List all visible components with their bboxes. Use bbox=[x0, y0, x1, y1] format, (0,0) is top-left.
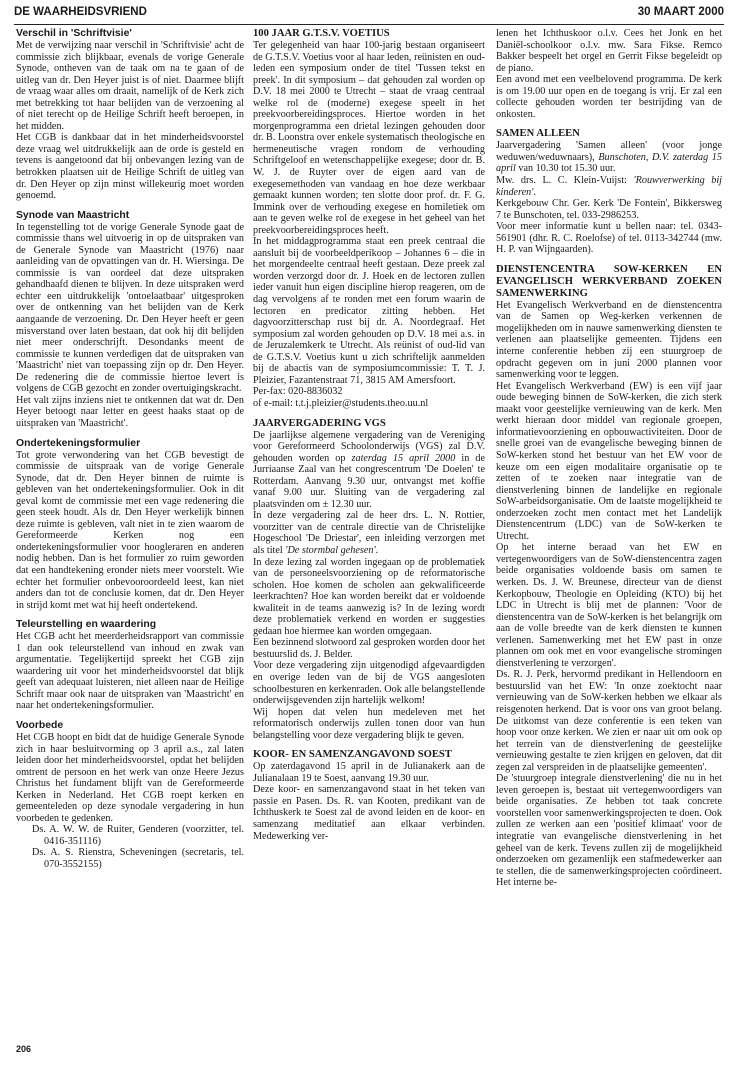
paragraph: Voor meer informatie kunt u bellen naar: tel. 0343-561901 (dhr. R. C. Roelofse) of tel. 0113-342744 (mw. H. P. van Wijngaarden). bbox=[496, 221, 722, 256]
article-heading: DIENSTENCENTRA SOW-KERKEN EN EVANGELISCH WERKVERBAND ZOEKEN SAMENWERKING bbox=[496, 263, 722, 299]
paragraph: Wij hopen dat velen hun medeleven met het reformatorisch onderwijs zullen tonen door van hun belangstelling voor deze vergadering blijk te geven. bbox=[253, 706, 485, 741]
signers-list bbox=[16, 824, 244, 870]
paragraph: lenen het Ichthuskoor o.l.v. Cees het Jonk en het Daniël-schoolkoor o.l.v. mw. Sara Fikse. Remco Bakker bespeelt het orgel en Gerrit Fikse begeleidt op de piano. bbox=[496, 28, 722, 74]
paragraph: De 'stuurgroep integrale dienstverlening' die nu in het leven geroepen is, bestaat uit vertegenwoordigers van beide organisaties. Ze hebben tot taak concrete voorstellen voor samenwerkingsprojecten te doen. Ook zullen ze werken aan een 'positief klimaat' voor de integratie van evangelische dienstverlening in het geheel van de kerk. Tevens zullen zij de mogelijkheid onderzoeken om gezamenlijk een stafmedewerker aan te stellen, die de samenwerkingsprojecten coördineert. Het interne be- bbox=[496, 773, 722, 889]
paragraph: Het Evangelisch Werkverband en de dienstencentra van de Samen op Weg-kerken verkennen de mogelijkheden om in nauwe samenwerking diensten te verlenen aan plaatselijke gemeenten. Tijdens een interne conferentie hebben zij een stuurgroep de opdracht gegeven om in juni 2000 plannen voor samenwerking voor te leggen. bbox=[496, 299, 722, 381]
section-heading: Voorbede bbox=[16, 719, 64, 731]
paragraph: Voor deze vergadering zijn uitgenodigd afgevaardigden en overige leden van de bij de VGS aangesloten schoolbesturen en kerkenraden. Ook alle belangstellende onderwijsgevenden zijn hartelijk welkom! bbox=[253, 660, 485, 707]
signer: Ds. A. W. W. de Ruiter, Genderen (voorzitter, tel. 0416-351116) bbox=[32, 824, 244, 847]
issue-date: 30 MAART 2000 bbox=[637, 6, 724, 18]
fax-line: Per-fax: 020-8836032 bbox=[253, 386, 343, 398]
paragraph: Een bezinnend slotwoord zal gesproken worden door het bestuurslid ds. J. Belder. bbox=[253, 637, 485, 660]
paragraph: Mw. drs. L. C. Klein-Vuijst: 'Rouwverwerking bij kinderen'. bbox=[496, 175, 722, 198]
running-header bbox=[14, 6, 724, 26]
column-2 bbox=[253, 28, 485, 842]
article-heading: JAARVERGADERING VGS bbox=[253, 417, 386, 429]
section-heading: Teleurstelling en waardering bbox=[16, 619, 157, 631]
section-heading: Synode van Maastricht bbox=[16, 209, 130, 221]
paragraph: Op zaterdagavond 15 april in de Julianakerk aan de Julianalaan 19 te Soest, aanvang 19.30 uur. bbox=[253, 761, 485, 784]
signer: Ds. A. S. Rienstra, Scheveningen (secretaris, tel. 070-3552155) bbox=[32, 847, 244, 870]
paragraph: Ter gelegenheid van haar 100-jarig bestaan organiseert de G.T.S.V. Voetius voor al haar leden, reünisten en oud-leden een symposium onder de titel 'Tussen tekst en preek'. In dit symposium – dat gehouden zal worden op D.V. 18 mei 2000 te Utrecht – staat de vraag centraal welke rol de (moderne) exegese speelt in het preekvoorbereidingsproces. Hiertoe worden in het morgenprogramma een drietal lezingen gehouden door dr. B. Loonstra over enkele systematisch theologische en hermeneutische vragen rondom de verhouding Schriftgeloof en wetenschappelijke exegese; door dr. B. W. J. de Ruyter over de eigen aard van de exegesemethoden van vandaag en hoe deze werkbaar gemaakt kunnen worden; ten slotte door prof. dr. F. G. Immink over de verhouding exegese en homiletiek om aan te geven welke rol de exegese in het geheel van het preekvoorbereidingsproces heeft. bbox=[253, 40, 485, 236]
section-heading: Verschil in 'Schriftvisie' bbox=[16, 28, 132, 39]
paragraph: Een avond met een veelbelovend programma. De kerk is om 19.00 uur open en de toegang is vrij. Er zal een collecte gehouden worden ter bestrijding van de onkosten. bbox=[496, 74, 722, 120]
page-number: 206 bbox=[16, 1044, 32, 1054]
paragraph: In deze vergadering zal de heer drs. L. N. Rottier, voorzitter van de centrale directie van de Christelijke Hogeschool 'De Driestar', een inleiding verzorgen met als titel 'De stormbal gehesen'. bbox=[253, 510, 485, 556]
paragraph: In tegenstelling tot de vorige Generale Synode gaat de commissie thans wel uitvoerig in op de uitspraken van de Generale Synode van Maastricht (1976) naar aanleiding van de opvattingen van dr. H. Wiersinga. De commissie is van oordeel dat deze uitspraken gehandhaafd dienen te blijven. In deze uitspraken werd echter een uitdrukkelijk 'ontoelaatbaar' uitgesproken over de ontkenning van het belijden van de Kerk aangaande de verzoening. Dr. Den Heyer heeft er geen misverstand over laten bestaan, dat ook hij dit belijden niet meer onderschrijft. Desondanks meent de commissie te kunnen verdedigen dat de uitspraken van 'Maastricht' niet van toepassing zijn op dr. Den Heyer. De redenering die de commissie hiertoe levert is volgens de CGB gezocht en zonder overtuigingskracht. bbox=[16, 221, 244, 395]
paragraph: De jaarlijkse algemene vergadering van de Vereniging voor Gereformeerd Schoolonderwijs (VGS) zal D.V. gehouden worden op zaterdag 15 april 2000 in de Jurriaanse Zaal van het congrescentrum 'De Doelen' te Rotterdam. Aanvang 9.30 uur, ontvangst met koffie vanaf 9.00 uur. Sluiting van de vergadering zal plaatsvinden om ± 12.30 uur. bbox=[253, 429, 485, 510]
header-rule bbox=[14, 24, 724, 25]
paragraph: Het Evangelisch Werkverband (EW) is een vijf jaar oude beweging binnen de SoW-kerken, die zich sterk maakt voor geestelijke vernieuwing van de kerk. Men werkt hieraan door middel van regionale groepen, informatievoorziening en opbouwactiviteiten. Door de snelle groei van de evangelische beweging binnen de SoW-kerken stond het bestuur van het EW voor de keuze om een eigen modalitaire organisatie op te zetten of te zoeken naar integratie van de dienstverlening binnen de landelijke en regionale SoW-arbeidsorganisatie. Om de laatste mogelijkheid te onderzoeken zocht men contact met het Landelijk Dienstencentrum (LDC) van de SoW-kerken te Utrecht. bbox=[496, 380, 722, 542]
paragraph: Het valt zijns inziens niet te ontkennen dat wat dr. Den Heyer betoogt naar letter en geest haaks staat op de uitspraken van 'Maastricht'. bbox=[16, 394, 244, 429]
email-line: of e-mail: t.t.j.pleizier@students.theo.uu.nl bbox=[253, 397, 429, 409]
article-heading: KOOR- EN SAMENZANGAVOND SOEST bbox=[253, 749, 452, 761]
column-3 bbox=[496, 28, 722, 889]
section-heading: Ondertekeningsformulier bbox=[16, 437, 141, 449]
publication-name: DE WAARHEIDSVRIEND bbox=[14, 6, 147, 18]
paragraph: In het middagprogramma staat een preek centraal die aansluit bij de voorbeeldperikoop – Johannes 6 – die in het morgendeelte centraal heeft gestaan. Deze preek zal worden verzorgd door dr. J. Hoek en de lectoren zullen ieder vanuit hun eigen discipline hierop reageren, om de dag vervolgens af te ronden met een forum waarin de lectoren en predicator zitting hebben. Het dagvoorzitterschap rust bij dr. A. Noordegraaf. Het symposium zal worden gehouden op D.V. 18 mei a.s. in de Jeruzalemkerk te Utrecht. Als reünist of oud-lid van de G.T.S.V. Voetius kunt u zich schriftelijk aanmelden bij de abactis van de symposiumcommissie: T. T. J. Pleizier, Fazantenstraat 71, 3815 AM Amersfoort. bbox=[253, 236, 485, 386]
paragraph: Jaarvergadering 'Samen alleen' (voor jonge weduwen/weduwnaars), Bunschoten, D.V. zaterdag 15 april van 10.30 tot 15.30 uur. bbox=[496, 140, 722, 175]
paragraph: Kerkgebouw Chr. Ger. Kerk 'De Fontein', Bikkersweg 7 te Bunschoten, tel. 033-2986253. bbox=[496, 198, 722, 221]
paragraph: In deze lezing zal worden ingegaan op de problematiek van de personeelsvoorziening op de reformatorische scholen. Hoe komen de scholen aan gekwalificeerde leerkrachten? Hoe kan worden bereikt dat er voldoende kwaliteit in de teams aanwezig is? In de lezing wordt deze problematiek verkend en worden er suggesties gedaan hoe hiermee kan worden omgegaan. bbox=[253, 556, 485, 637]
column-1 bbox=[16, 28, 244, 871]
paragraph: Ds. R. J. Perk, hervormd predikant in Hellendoorn en bestuurslid van het EW: 'In onze zoektocht naar vernieuwing van de SoW-kerken hebben we elkaar als reisgenoten herkend. Dat is voor ons van groot belang. De uitkomst van deze conferentie is een teken van hoop voor onze kerken. We zien er naar uit om ook op het terrein van de dienstverlening de geestelijke vernieuwing gestalte te zien krijgen en geloven, dat dit zegen zal verspreiden in de plaatselijke gemeenten'. bbox=[496, 669, 722, 773]
article-heading: 100 JAAR G.T.S.V. VOETIUS bbox=[253, 28, 390, 39]
paragraph: Tot grote verwondering van het CGB bevestigt de commissie de uitspraak van de vorige Generale Synode, dat dr. Den Heyer binnen de ruimte is gebleven van het ondertekeningsformulier. Ook in dit geval komt de commissie met een vage redenering die geen steek houdt. Als dr. Den Heyer werkelijk binnen deze ruimte is gebleven, valt niet in te zien waarom de Gereformeerde Kerken nog een ondertekeningsformulier voor hoogleraren en anderen nodig hebben. Dan is het formulier zo ruim geworden dat een handtekening eronder niets meer voorstelt. Wie echter het formulier onbevooroordeeld leest, kan niet anders dan tot de conclusie komen, dat dr. Den Heyer in strijd komt met wat hij heeft ondertekend. bbox=[16, 449, 244, 611]
paragraph: Met de verwijzing naar verschil in 'Schriftvisie' acht de commissie zich blijkbaar, evenals de vorige Generale Synode, ontheven van de taak om na te gaan of de uitleg van dr. Den Heyer juist is of niet. Daarmee blijft de vraag waar alles om draait, namelijk of de Kerk zich met betrekking tot haar belijden van de verzoening al of niet terecht op de Heilige Schrift heeft beroepen, in het midden. bbox=[16, 40, 244, 132]
paragraph: Op het interne beraad van het EW en vertegenwoordigers van de SoW-dienstencentra zagen beide organisaties voldoende basis om samen te werken. Ds. J. W. Breunese, directeur van de dienst Kerkopbouw, Theologie en Opleiding (KTO) bij het LDC in Utrecht is blij met de plannen: 'Voor de dienstencentra van de SoW-kerken is het belangrijk om aan de volle breedte van de kerk diensten te kunnen verlenen. Samenwerking met het EW past in onze plannen om ook met en voor evangelische stromingen dienstverlening te verzorgen'. bbox=[496, 542, 722, 669]
paragraph: Deze koor- en samenzangavond staat in het teken van passie en Pasen. Ds. R. van Kooten, predikant van de Ichthuskerk te Soest zal de avond leiden en de koor- en samenzang meditatief aan elkaar verbinden. Medewerking ver- bbox=[253, 784, 485, 842]
article-heading: SAMEN ALLEEN bbox=[496, 128, 580, 140]
paragraph: Het CGB is dankbaar dat in het minderheidsvoorstel deze vraag wel uitdrukkelijk aan de orde is gesteld en tevens is aangetoond dat bij onbevangen lezing van de betrokken plaatsen uit de Heilige Schrift de uitleg van dr. Den Heyer op zijn minst willekeurig moet worden genoemd. bbox=[16, 132, 244, 202]
paragraph: Het CGB acht het meerderheidsrapport van commissie 1 dan ook teleurstellend van inhoud en zwak van argumentatie. Tegelijkertijd spreekt het CGB zijn waardering uit voor het minderheidsvoorstel dat blijk geeft van adequaat luisteren, niet alleen naar de Heilige Schrift maar ook naar de uitspraken van 'Maastricht' en naar het ondertekeningsformulier. bbox=[16, 631, 244, 712]
paragraph: Het CGB hoopt en bidt dat de huidige Generale Synode zich in haar besluitvorming op 3 april a.s., zal laten leiden door het minderheidsvoorstel, opdat het belijden omtrent de persoon en het werk van onze Heere Jezus Christus het fundament blijft van de Gereformeerde Kerken in Nederland. Het CGB roept kerken en gemeenteleden op deze synodale vergadering in hun voorbeden te gedenken. bbox=[16, 731, 244, 824]
